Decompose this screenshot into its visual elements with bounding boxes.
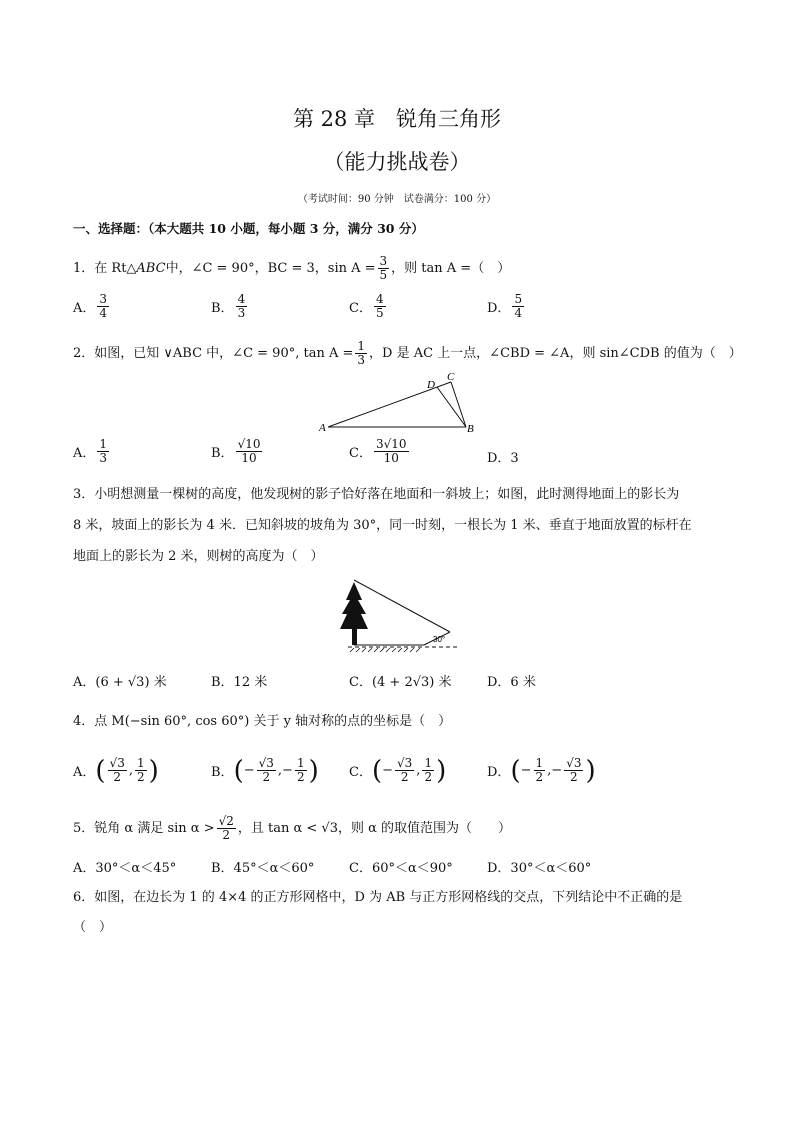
q5-suffix: ，且 tan α < √3，则 α 的取值范围为（ ）: [237, 820, 512, 836]
frac-num: 1: [99, 437, 108, 451]
q1-suffix: ，则 tan A =（ ）: [391, 260, 511, 276]
page-title: 第 28 章 锐角三角形: [292, 107, 502, 131]
question-5: [73, 815, 511, 842]
q1-option-c[interactable]: [349, 293, 388, 320]
q5-prefix: 5．锐角 α 满足 sin α >: [73, 820, 215, 836]
q2-option-c[interactable]: [349, 438, 411, 465]
y-sign: −: [282, 763, 293, 778]
q1-triangle: ABC: [136, 260, 166, 276]
frac-num: √3: [109, 756, 125, 770]
question-1: [73, 255, 510, 282]
x-sign: −: [520, 763, 532, 778]
frac-den: 2: [400, 770, 409, 784]
q1-prefix: 1．在 Rt△: [73, 260, 137, 276]
option-label: C．: [349, 446, 372, 461]
exam-info: （考试时间：90 分钟 试卷满分：100 分）: [297, 194, 497, 205]
q4-option-b[interactable]: B． ( − $\frac{√3}{2}$ , − $\frac{1}{2}$ ): [211, 755, 319, 786]
option-label: D．: [487, 301, 511, 316]
option-label: B．: [211, 765, 234, 780]
question-2: [73, 340, 742, 367]
frac-num: 1: [424, 756, 433, 770]
q1-option-d[interactable]: [487, 293, 526, 320]
q1-option-a[interactable]: [73, 293, 111, 320]
frac-den: 10: [241, 451, 257, 465]
q3-line-1: 3．小明想测量一棵树的高度，他发现树的影子恰好落在地面和一斜坡上；如图，此时测得地面上的影长为: [73, 487, 680, 502]
frac-den: 2: [262, 770, 271, 784]
section-heading: 一、选择题：（本大题共 10 小题，每小题 3 分，满分 30 分）: [73, 221, 424, 236]
q1-option-b[interactable]: [211, 293, 249, 320]
q3-option-c[interactable]: C．(4 + 2√3) 米: [349, 675, 452, 690]
q5-fraction: [217, 815, 236, 842]
frac-num: 3√10: [375, 437, 407, 451]
q6-line-2: （ ）: [73, 920, 113, 935]
q2-frac-den: 3: [357, 353, 366, 367]
frac-den: 4: [514, 306, 523, 320]
q1-mid: 中，∠C = 90°，BC = 3，sin A =: [165, 260, 376, 276]
frac-num: √3: [397, 756, 413, 770]
q3-option-b[interactable]: B．12 米: [211, 675, 268, 690]
frac-num: 1: [296, 756, 305, 770]
q4-option-a[interactable]: A． ( $\frac{√3}{2}$ , $\frac{1}{2}$ ): [73, 755, 159, 786]
tree-icon: [340, 582, 368, 645]
option-label: A．: [73, 301, 96, 316]
q3-line-3: 地面上的影长为 2 米，则树的高度为（ ）: [73, 549, 324, 564]
frac-num: 1: [136, 756, 145, 770]
frac-num: 4: [375, 292, 384, 306]
q2-label-b: B: [467, 423, 474, 435]
q5-option-c[interactable]: C．60°＜α＜90°: [349, 861, 453, 876]
option-label: A．: [73, 446, 96, 461]
q3-slope-angle: 30°: [433, 635, 446, 644]
q2-label-d: D: [427, 379, 435, 391]
q3-option-a[interactable]: A．(6 + √3) 米: [73, 675, 167, 690]
q5-option-d[interactable]: D．30°＜α＜60°: [487, 861, 592, 876]
x-sign: −: [382, 763, 394, 778]
x-sign: −: [243, 763, 255, 778]
option-label: A．: [73, 765, 96, 780]
q6-line-1: 6．如图，在边长为 1 的 4×4 的正方形网格中，D 为 AB 与正方形网格线的交点，下列结论中不正确的是: [73, 890, 683, 905]
frac-num: √3: [566, 756, 582, 770]
q3-option-d[interactable]: D．6 米: [487, 675, 536, 690]
frac-den: 2: [296, 770, 305, 784]
option-label: B．: [211, 446, 234, 461]
option-label: D．: [487, 765, 511, 780]
q2-triangle-figure: [316, 370, 486, 436]
q5-option-b[interactable]: B．45°＜α＜60°: [211, 861, 315, 876]
q5-frac-num: √2: [218, 814, 234, 828]
q1-frac-num: 3: [379, 254, 388, 268]
q2-suffix: ，D 是 AC 上一点，∠CBD = ∠A，则 sin∠CDB 的值为（ ）: [369, 345, 742, 361]
q2-option-b[interactable]: [211, 438, 264, 465]
frac-den: 4: [99, 306, 108, 320]
page-subtitle: （能力挑战卷）: [323, 150, 471, 174]
option-label: C．: [349, 301, 372, 316]
y-sign: −: [551, 763, 563, 778]
frac-num: 3: [99, 292, 108, 306]
q2-prefix: 2．如图，已知 ∨ABC 中，∠C = 90°, tan A =: [73, 345, 354, 361]
frac-den: 2: [570, 770, 578, 784]
frac-num: 4: [237, 292, 246, 306]
q2-option-a[interactable]: [73, 438, 111, 465]
q2-frac-num: 1: [357, 339, 366, 353]
frac-den: 10: [383, 451, 399, 465]
frac-den: 2: [535, 770, 544, 784]
q5-frac-den: 2: [222, 828, 231, 842]
frac-den: 3: [237, 306, 246, 320]
q1-frac-den: 5: [379, 268, 388, 282]
frac-num: 5: [514, 292, 523, 306]
q4-option-c[interactable]: C． ( − $\frac{√3}{2}$ , $\frac{1}{2}$ ): [349, 755, 447, 786]
frac-den: 2: [424, 770, 433, 784]
frac-den: 2: [136, 770, 145, 784]
frac-den: 3: [99, 451, 108, 465]
q2-label-c: C: [447, 371, 455, 383]
frac-den: 2: [113, 770, 121, 784]
frac-den: 5: [375, 306, 384, 320]
q2-option-d[interactable]: D．3: [487, 451, 519, 466]
q2-fraction: [355, 340, 367, 367]
q5-option-a[interactable]: A．30°＜α＜45°: [73, 861, 177, 876]
q1-fraction: [378, 255, 390, 282]
q4-option-d[interactable]: D． ( − $\frac{1}{2}$ , − $\frac{√3}{2}$ ): [487, 755, 596, 786]
frac-num: √10: [237, 437, 261, 451]
frac-num: 1: [535, 756, 544, 770]
frac-num: √3: [258, 756, 274, 770]
question-4: 4．点 M(−sin 60°, cos 60°) 关于 y 轴对称的点的坐标是（ ）: [73, 714, 452, 729]
option-label: C．: [349, 765, 372, 780]
q3-tree-figure: [330, 574, 465, 656]
option-label: B．: [211, 301, 234, 316]
q2-label-a: A: [319, 422, 326, 434]
q3-line-2: 8 米，坡面上的影长为 4 米．已知斜坡的坡角为 30°，同一时刻，一根长为 1 米、垂直于地面放置的标杆在: [73, 518, 692, 533]
